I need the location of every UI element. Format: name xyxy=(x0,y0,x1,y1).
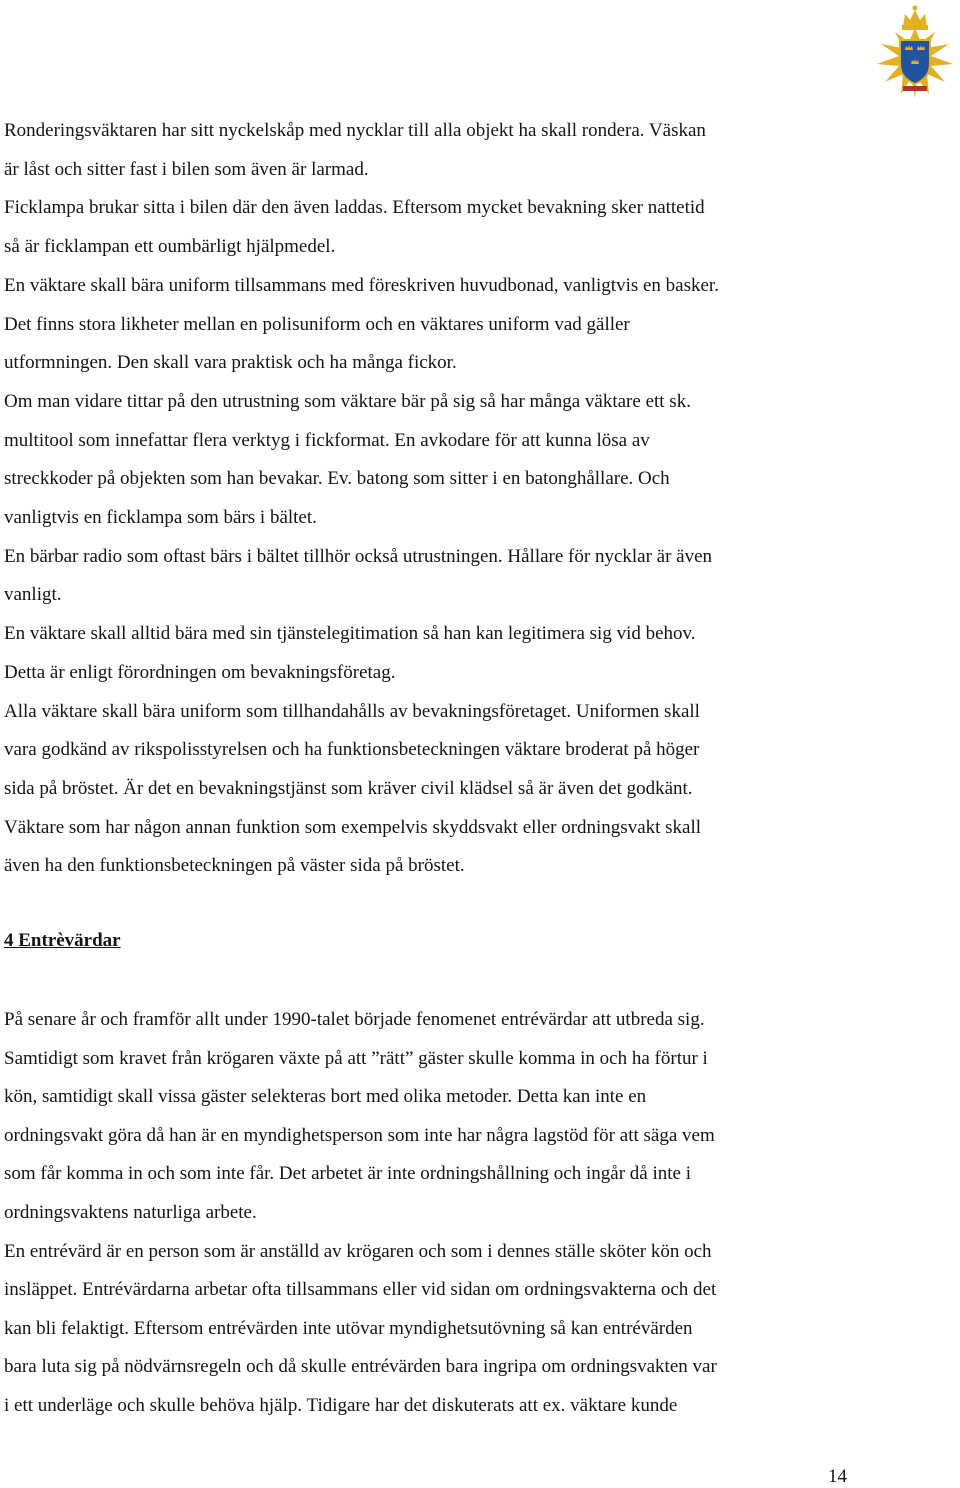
text-line: En väktare skall bära uniform tillsammans med föreskriven huvudbonad, vanligtvis en basker. xyxy=(4,274,719,296)
emblem-band xyxy=(903,86,927,91)
text-line: En bärbar radio som oftast bärs i bältet tillhör också utrustningen. Hållare för nycklar är även xyxy=(4,545,713,567)
text-line: i ett underläge och skulle behöva hjälp. Tidigare har det diskuterats att ex. väktare kunde xyxy=(4,1395,678,1416)
text-line: Det finns stora likheter mellan en polisuniform och en väktares uniform vad gäller xyxy=(4,313,630,335)
text-line: Ficklampa brukar sitta i bilen där den även laddas. Eftersom mycket bevakning sker nattetid xyxy=(4,197,705,219)
text-line: Ronderingsväktaren har sitt nyckelskåp med nycklar till alla objekt ha skall rondera. Väskan xyxy=(4,120,706,141)
text-line: utformningen. Den skall vara praktisk och ha många fickor. xyxy=(4,352,457,374)
text-line: Alla väktare skall bära uniform som tillhandahålls av bevakningsföretaget. Uniformen skall xyxy=(4,700,700,722)
text-line: vanligtvis en ficklampa som bärs i bältet. xyxy=(4,507,317,528)
page-number: 14 xyxy=(828,1466,847,1487)
text-line: Om man vidare tittar på den utrustning som väktare bär på sig så har många väktare ett sk. xyxy=(4,390,691,412)
swedish-police-emblem-icon xyxy=(873,2,957,102)
text-line: Detta är enligt förordningen om bevakningsföretag. xyxy=(4,661,396,683)
text-line: även ha den funktionsbeteckningen på väster sida på bröstet. xyxy=(4,855,465,877)
text-line: som får komma in och som inte får. Det arbetet är inte ordningshållning och ingår då inte i xyxy=(4,1163,691,1185)
text-line: så är ficklampan ett oumbärligt hjälpmedel. xyxy=(4,236,336,258)
text-line: insläppet. Entrévärdarna arbetar ofta tillsammans eller vid sidan om ordningsvakterna och det xyxy=(4,1279,717,1301)
text-line: En väktare skall alltid bära med sin tjänstelegitimation så han kan legitimera sig vid behov. xyxy=(4,623,696,645)
text-line: På senare år och framför allt under 1990-talet började fenomenet entrévärdar att utbreda sig. xyxy=(4,1009,705,1030)
text-line: En entrévärd är en person som är anställd av krögaren och som i dennes ställe sköter kön och xyxy=(4,1240,712,1262)
crown xyxy=(902,6,928,31)
text-line: sida på bröstet. Är det en bevakningstjänst som kräver civil klädsel så är även det godkänt. xyxy=(4,777,693,799)
section-heading: 4 Entrèvärdar xyxy=(4,930,121,951)
text-line: Samtidigt som kravet från krögaren växte på att ”rätt” gäster skulle komma in och ha förtur i xyxy=(4,1047,708,1069)
text-line: bara luta sig på nödvärnsregeln och då skulle entrévärden bara ingripa om ordningsvakten var xyxy=(4,1356,717,1378)
text-line: vara godkänd av rikspolisstyrelsen och ha funktionsbeteckningen väktare broderat på höger xyxy=(4,739,700,761)
text-line: Väktare som har någon annan funktion som exempelvis skyddsvakt eller ordningsvakt skall xyxy=(4,816,702,838)
text-line: ordningsvaktens naturliga arbete. xyxy=(4,1202,257,1223)
text-line: kön, samtidigt skall vissa gäster selekteras bort med olika metoder. Detta kan inte en xyxy=(4,1086,647,1108)
text-line: streckkoder på objekten som han bevakar. Ev. batong som sitter i en batonghållare. Och xyxy=(4,468,670,490)
text-line: vanligt. xyxy=(4,584,62,606)
text-line: multitool som innefattar flera verktyg i fickformat. En avkodare för att kunna lösa av xyxy=(4,429,650,451)
text-line: är låst och sitter fast i bilen som även är larmad. xyxy=(4,158,369,180)
text-line: ordningsvakt göra då han är en myndighetsperson som inte har några lagstöd för att säga vem xyxy=(4,1124,715,1146)
text-line: kan bli felaktigt. Eftersom entrévärden inte utövar myndighetsutövning så kan entrévärden xyxy=(4,1317,693,1339)
